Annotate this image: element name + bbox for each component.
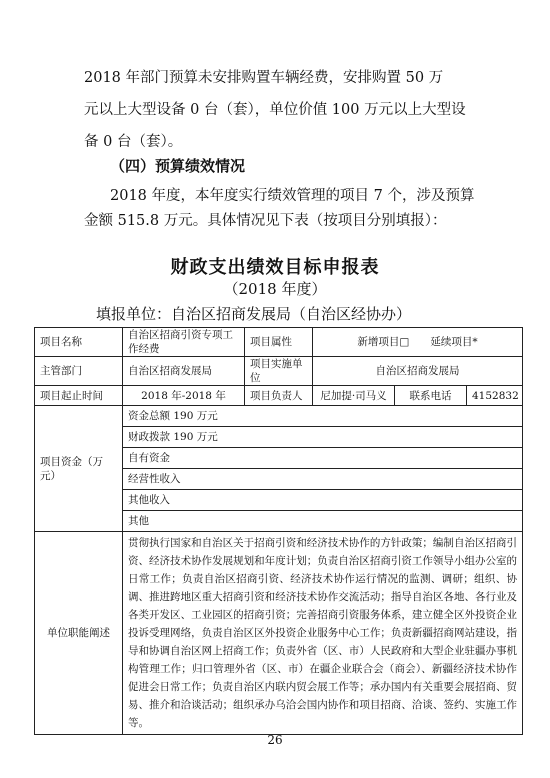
owner-label: 项目负责人 <box>245 386 313 406</box>
section-heading: （四）预算绩效情况 <box>110 157 246 175</box>
duty-text: 贯彻执行国家和自治区关于招商引资和经济技术协作的方针政策；编制自治区招商引资、经济技术协作发展规划和年度计划；负责自治区招商引资工作领导小组办公室的日常工作；负责自治区招商引资、经济技术协作运行情况的监测、调研；组织、协调、推进跨地区重大招商引资和经济技术协作交流活动；指导自治区各地、各行业及各类开发区、工业园区的招商引资；完善招商引资服务体系，建立健全区外投资企业投诉受理网络，负责自治区区外投资企业服务中心工作；负责新疆招商网站建设，指导和协调自治区网上招商工作；负责外省（区、市）人民政府和大型企业驻疆办事机构管理工作；归口管理外省（区、市）在疆企业联合会（商会）、新疆经济技术协作促进会日常工作；负责自治区内联内贸会展工作等；承办国内有关重要会展招商、贸易、推介和洽谈活动；组织承办乌洽会国内协作和项目招商、洽谈、签约、实施工作等。 <box>123 532 523 735</box>
fund-row: 其他 <box>123 511 523 532</box>
project-attr-value: 新增项目□ 延续项目* <box>313 328 523 357</box>
table-row <box>35 328 523 357</box>
body-paragraph: 2018 年部门预算未安排购置车辆经费，安排购置 50 万 <box>84 70 444 86</box>
duty-label: 单位职能阐述 <box>35 532 123 735</box>
table-title: 财政支出绩效目标申报表 <box>170 257 380 278</box>
table-row <box>35 406 523 427</box>
phone-value: 4152832 <box>467 386 523 406</box>
fund-row: 其他收入 <box>123 490 523 511</box>
fund-label: 项目资金（万元） <box>35 406 123 532</box>
project-name-label: 项目名称 <box>35 328 123 357</box>
body-paragraph: 2018 年度，本年度实行绩效管理的项目 7 个，涉及预算 <box>110 188 475 204</box>
body-paragraph: 金额 515.8 万元。具体情况见下表（按项目分别填报）： <box>84 213 447 229</box>
owner-value: 尼加提·司马义 <box>313 386 395 406</box>
body-paragraph: 元以上大型设备 0 台（套），单位价值 100 万元以上大型设 <box>84 102 466 118</box>
performance-form-table <box>34 327 523 735</box>
fund-row: 经营性收入 <box>123 469 523 490</box>
project-attr-label: 项目属性 <box>245 328 313 357</box>
period-label: 项目起止时间 <box>35 386 123 406</box>
body-paragraph: 备 0 台（套）。 <box>84 134 183 150</box>
table-row <box>35 532 523 735</box>
fund-row: 资金总额 190 万元 <box>123 406 523 427</box>
fund-row: 财政拨款 190 万元 <box>123 427 523 448</box>
page-number: 26 <box>267 733 283 747</box>
fill-unit: 填报单位：自治区招商发展局（自治区经协办） <box>96 305 412 323</box>
period-value: 2018 年-2018 年 <box>123 386 245 406</box>
impl-value: 自治区招商发展局 <box>313 357 523 386</box>
table-row <box>35 386 523 406</box>
phone-label: 联系电话 <box>395 386 467 406</box>
project-name-value: 自治区招商引资专项工作经费 <box>123 328 245 357</box>
table-year: （2018 年度） <box>223 280 327 298</box>
fund-row: 自有资金 <box>123 448 523 469</box>
impl-label: 项目实施单位 <box>245 357 313 386</box>
dept-label: 主管部门 <box>35 357 123 386</box>
dept-value: 自治区招商发展局 <box>123 357 245 386</box>
table-row <box>35 357 523 386</box>
